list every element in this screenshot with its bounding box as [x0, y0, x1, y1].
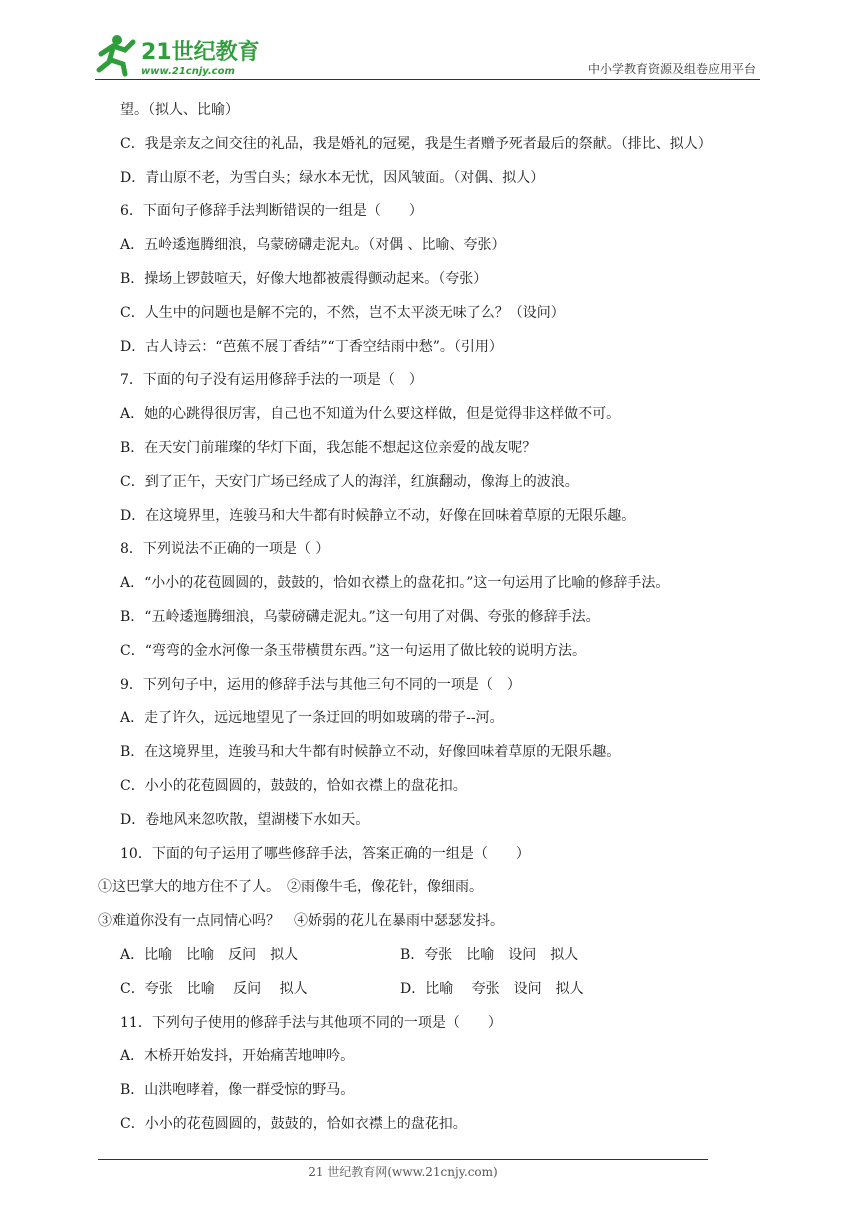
question-stem: 9．下列句子中，运用的修辞手法与其他三句不同的一项是（ ） [120, 677, 521, 693]
question-stem: 10．下面的句子运用了哪些修辞手法，答案正确的一组是（ ） [120, 846, 530, 862]
answer-option: B．在天安门前璀璨的华灯下面，我怎能不想起这位亲爱的战友呢？ [120, 440, 537, 456]
header-divider [95, 79, 760, 80]
answer-option: B．“五岭逶迤腾细浪，乌蒙磅礴走泥丸。”这一句用了对偶、夸张的修辞手法。 [120, 609, 600, 625]
answer-option: D．青山原不老，为雪白头；绿水本无忧，因风皱面。（对偶、拟人） [120, 170, 545, 186]
platform-name: 中小学教育资源及组卷应用平台 [587, 62, 756, 76]
answer-option: C．“弯弯的金水河像一条玉带横贯东西。”这一句运用了做比较的说明方法。 [120, 643, 587, 659]
answer-option: D．卷地风来忽吹散，望湖楼下水如天。 [120, 812, 370, 828]
option-right: B．夸张 比喻 设问 拟人 [400, 947, 579, 963]
footer-divider [98, 1159, 708, 1160]
answer-option: A．五岭逶迤腾细浪，乌蒙磅礴走泥丸。（对偶 、比喻、夸张） [120, 237, 506, 253]
answer-option: A．木桥开始发抖，开始痛苦地呻吟。 [120, 1048, 355, 1064]
answer-option: C．我是亲友之间交往的礼品，我是婚礼的冠冕，我是生者赠予死者最后的祭献。（排比、拟人） [120, 136, 712, 152]
option-left: C．夸张 比喻 反问 拟人 [120, 981, 308, 997]
answer-option: A．走了许久，远远地望见了一条迂回的明如玻璃的带子--河。 [120, 710, 504, 726]
runner-logo-icon [95, 32, 265, 78]
question-stem: 6．下面句子修辞手法判断错误的一组是（ ） [120, 203, 423, 219]
question-stem: 11．下列句子使用的修辞手法与其他项不同的一项是（ ） [120, 1015, 502, 1031]
option-right: D．比喻 夸张 设问 拟人 [400, 981, 584, 997]
answer-option: D．在这境界里，连骏马和大牛都有时候静立不动，好像在回味着草原的无限乐趣。 [120, 508, 636, 524]
answer-option: B．山洪咆哮着，像一群受惊的野马。 [120, 1082, 355, 1098]
question-stem: 7．下面的句子没有运用修辞手法的一项是（ ） [120, 372, 423, 388]
svg-text:www.21cnjy.com: www.21cnjy.com [141, 66, 235, 77]
answer-option: C．小小的花苞圆圆的，鼓鼓的，恰如衣襟上的盘花扣。 [120, 1116, 467, 1132]
answer-option: C．到了正午，天安门广场已经成了人的海洋，红旗翻动，像海上的波浪。 [120, 474, 579, 490]
footer-text: 21 世纪教育网(www.21cnjy.com) [308, 1165, 498, 1179]
answer-option: B．操场上锣鼓喧天，好像大地都被震得颤动起来。（夸张） [120, 271, 488, 287]
option-left: A．比喻 比喻 反问 拟人 [120, 947, 299, 963]
sub-sentence: ①这巴掌大的地方住不了人。 ②雨像牛毛，像花针，像细雨。 [98, 879, 483, 895]
question-stem: 8．下列说法不正确的一项是（ ） [120, 541, 330, 557]
answer-option: 望。（拟人、比喻） [120, 102, 239, 118]
answer-option: B．在这境界里，连骏马和大牛都有时候静立不动，好像回味着草原的无限乐趣。 [120, 744, 621, 760]
answer-option: D．古人诗云：“芭蕉不展丁香结”“丁香空结雨中愁”。（引用） [120, 339, 503, 355]
logo [95, 32, 265, 78]
answer-option: A．她的心跳得很厉害，自己也不知道为什么要这样做，但是觉得非这样做不可。 [120, 406, 621, 422]
page-header [95, 32, 760, 80]
svg-text:21世纪教育: 21世纪教育 [141, 40, 260, 65]
answer-option: C．小小的花苞圆圆的，鼓鼓的，恰如衣襟上的盘花扣。 [120, 778, 467, 794]
sub-sentence: ③难道你没有一点同情心吗？ ④娇弱的花儿在暴雨中瑟瑟发抖。 [98, 913, 504, 929]
answer-option: A．“小小的花苞圆圆的，鼓鼓的，恰如衣襟上的盘花扣。”这一句运用了比喻的修辞手法。 [120, 575, 670, 591]
answer-option: C．人生中的问题也是解不完的，不然，岂不太平淡无味了么？（设问） [120, 305, 565, 321]
